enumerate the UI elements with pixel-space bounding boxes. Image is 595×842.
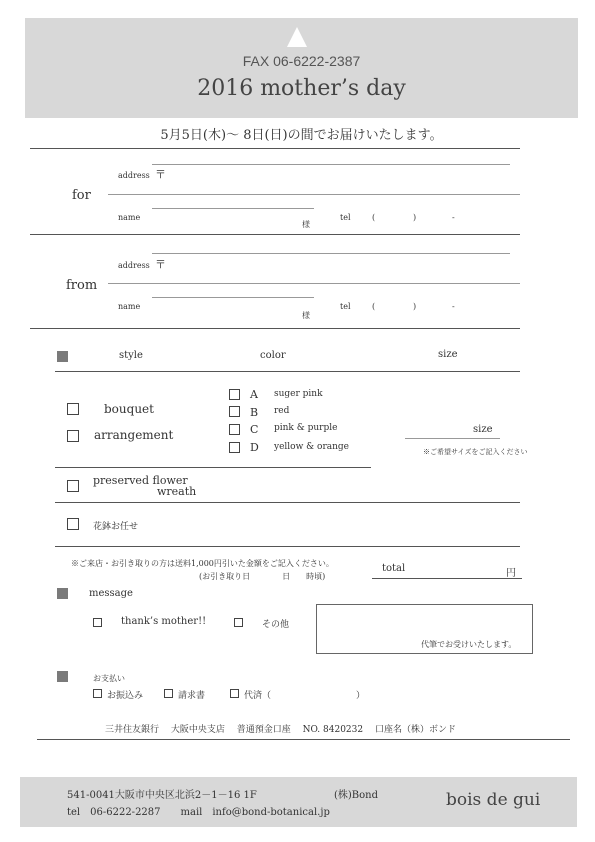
size-note: ※ご希望サイズをご記入ください bbox=[423, 448, 528, 456]
divider bbox=[30, 328, 520, 329]
for-label: for bbox=[72, 188, 91, 203]
wreath-label: wreath bbox=[157, 485, 197, 498]
for-postal-mark: 〒 bbox=[155, 168, 166, 181]
omakase-label: 花鉢お任せ bbox=[93, 522, 139, 532]
color-b-name: red bbox=[274, 406, 290, 416]
for-tel-open: ( bbox=[372, 213, 376, 222]
for-name-label: name bbox=[118, 213, 141, 222]
style-header: style bbox=[119, 350, 143, 361]
size-field-label: size bbox=[473, 424, 493, 435]
color-d-name: yellow & orange bbox=[274, 442, 349, 452]
bouquet-label: bouquet bbox=[104, 402, 154, 416]
from-honorific: 様 bbox=[302, 311, 310, 320]
footer-company: (株)Bond bbox=[334, 790, 379, 801]
divider bbox=[37, 739, 570, 740]
color-a-checkbox[interactable] bbox=[229, 389, 240, 400]
total-input-line[interactable] bbox=[372, 578, 522, 579]
divider bbox=[30, 148, 520, 149]
from-address-line-1[interactable] bbox=[152, 253, 510, 254]
omakase-checkbox[interactable] bbox=[67, 518, 79, 530]
divider bbox=[55, 502, 520, 503]
divider bbox=[55, 467, 371, 468]
divider bbox=[30, 234, 520, 235]
color-c-letter: C bbox=[250, 423, 259, 436]
section-marker-icon bbox=[57, 351, 68, 362]
message-option-other-checkbox[interactable] bbox=[234, 618, 243, 627]
footer-contact: tel 06-6222-2287 mail info@bond-botanical.jp bbox=[67, 807, 330, 818]
payment-paid-checkbox[interactable] bbox=[230, 689, 239, 698]
arrangement-checkbox[interactable] bbox=[67, 430, 79, 442]
for-tel-close: ) bbox=[413, 213, 417, 222]
yen-label: 円 bbox=[506, 568, 516, 579]
message-box-note: 代筆でお受けいたします。 bbox=[421, 640, 517, 649]
from-address-line-2[interactable] bbox=[108, 283, 520, 284]
for-name-line[interactable] bbox=[152, 208, 314, 209]
for-tel-label: tel bbox=[340, 213, 351, 222]
arrangement-label: arrangement bbox=[94, 428, 174, 442]
size-input-line[interactable] bbox=[405, 438, 500, 439]
color-b-letter: B bbox=[250, 406, 259, 419]
color-a-name: suger pink bbox=[274, 389, 323, 399]
from-label: from bbox=[66, 278, 98, 293]
divider bbox=[55, 546, 520, 547]
preserved-flower-label: preserved flower bbox=[93, 474, 188, 487]
color-c-name: pink & purple bbox=[274, 423, 338, 433]
from-tel-open: ( bbox=[372, 302, 376, 311]
brand-logo: bois de gui bbox=[446, 790, 541, 810]
from-name-line[interactable] bbox=[152, 297, 314, 298]
from-name-label: name bbox=[118, 302, 141, 311]
footer-address: 541-0041大阪市中央区北浜2－1－16 1F bbox=[67, 790, 257, 801]
section-marker-icon bbox=[57, 671, 68, 682]
for-address-label: address bbox=[118, 171, 150, 180]
size-header: size bbox=[438, 349, 458, 360]
for-honorific: 様 bbox=[302, 220, 310, 229]
preserved-flower-checkbox[interactable] bbox=[67, 480, 79, 492]
payment-option-invoice: 請求書 bbox=[178, 691, 206, 701]
for-address-line-2[interactable] bbox=[108, 194, 520, 195]
pickup-date-note: (お引き取り日 日 時頃) bbox=[199, 572, 326, 581]
from-tel-dash: - bbox=[452, 302, 455, 311]
color-d-checkbox[interactable] bbox=[229, 442, 240, 453]
delivery-dates: 5月5日(木)～ 8日(日)の間でお届けいたします。 bbox=[160, 128, 443, 143]
for-address-line-1[interactable] bbox=[152, 164, 510, 165]
from-address-label: address bbox=[118, 261, 150, 270]
color-c-checkbox[interactable] bbox=[229, 424, 240, 435]
page-title: 2016 mother’s day bbox=[197, 76, 406, 101]
message-option-thanks: thank’s mother!! bbox=[121, 616, 207, 627]
from-tel-label: tel bbox=[340, 302, 351, 311]
from-postal-mark: 〒 bbox=[155, 258, 166, 271]
payment-option-paid: 代済（ bbox=[244, 691, 272, 701]
section-marker-icon bbox=[57, 588, 68, 599]
message-label: message bbox=[89, 588, 133, 599]
payment-transfer-checkbox[interactable] bbox=[93, 689, 102, 698]
payment-close-paren: ） bbox=[356, 691, 366, 701]
pickup-note: ※ご来店・お引き取りの方は送料1,000円引いた金額をご記入ください。 bbox=[71, 559, 334, 568]
payment-option-transfer: お振込み bbox=[107, 691, 144, 701]
color-header: color bbox=[260, 350, 286, 361]
total-label: total bbox=[382, 563, 406, 574]
divider bbox=[55, 371, 520, 372]
for-tel-dash: - bbox=[452, 213, 455, 222]
triangle-icon bbox=[287, 27, 307, 47]
message-option-thanks-checkbox[interactable] bbox=[93, 618, 102, 627]
color-a-letter: A bbox=[250, 388, 258, 401]
payment-label: お支払い bbox=[93, 674, 125, 683]
fax-number: FAX 06-6222-2387 bbox=[242, 53, 361, 69]
from-tel-close: ) bbox=[413, 302, 417, 311]
color-b-checkbox[interactable] bbox=[229, 406, 240, 417]
message-option-other: その他 bbox=[262, 620, 290, 630]
bouquet-checkbox[interactable] bbox=[67, 403, 79, 415]
payment-invoice-checkbox[interactable] bbox=[164, 689, 173, 698]
color-d-letter: D bbox=[250, 441, 259, 454]
bank-info: 三井住友銀行 大阪中央支店 普通預金口座 NO. 8420232 口座名（株）ボンド bbox=[105, 725, 456, 735]
